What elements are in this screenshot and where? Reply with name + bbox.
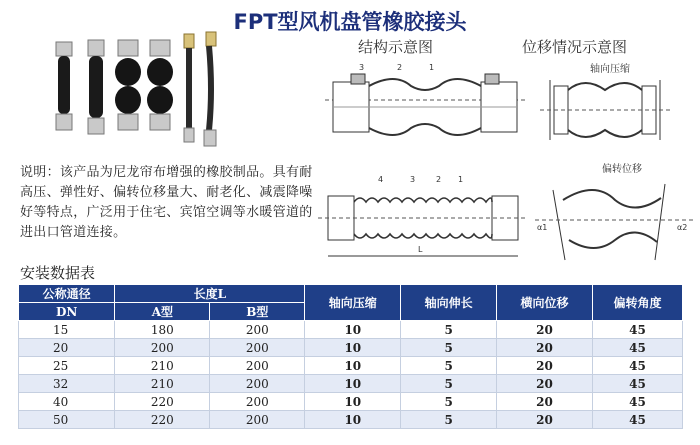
cell-dn: 50 — [19, 411, 115, 429]
cell-b: 200 — [210, 375, 305, 393]
axial-compression-diagram — [540, 60, 670, 150]
header-deflection-angle: 偏转角度 — [592, 285, 682, 321]
connector-6 — [204, 32, 216, 146]
alpha1-label: α1 — [537, 223, 548, 232]
header-dn: 公称通径 — [19, 285, 115, 303]
displacement-caption: 位移情况示意图 — [522, 38, 628, 56]
connector-3 — [115, 40, 141, 130]
cell-a: 220 — [115, 411, 210, 429]
cell-a: 180 — [115, 321, 210, 339]
cell-a: 220 — [115, 393, 210, 411]
cell-comp: 10 — [305, 375, 401, 393]
header-length: 长度L — [115, 285, 305, 303]
cell-ang: 45 — [592, 339, 682, 357]
cell-comp: 10 — [305, 357, 401, 375]
page-title: FPT型风机盘管橡胶接头 — [233, 10, 467, 34]
cell-comp: 10 — [305, 411, 401, 429]
cell-comp: 10 — [305, 339, 401, 357]
part-label-1: 1 — [429, 63, 435, 72]
header-axial-compression: 轴向压缩 — [305, 285, 401, 321]
alpha2-label: α2 — [677, 223, 688, 232]
header-a-type: A型 — [115, 303, 210, 321]
cell-ang: 45 — [592, 375, 682, 393]
header-b-type: B型 — [210, 303, 305, 321]
cell-comp: 10 — [305, 393, 401, 411]
structure-diagram-a — [325, 60, 525, 158]
table-row — [19, 357, 683, 375]
table-row — [19, 411, 683, 429]
cell-b: 200 — [210, 393, 305, 411]
part-label-3b: 3 — [410, 175, 416, 184]
cell-ang: 45 — [592, 393, 682, 411]
cell-ext: 5 — [401, 357, 497, 375]
cell-ext: 5 — [401, 393, 497, 411]
product-description: 说明：该产品为尼龙帘布增强的橡胶制品。具有耐高压、弹性好、偏转位移量大、耐老化、减震降噪好等特点，广泛用于住宅、宾馆空调等水暖管道的进出口管道连接。 — [20, 165, 313, 240]
cell-dn: 32 — [19, 375, 115, 393]
cell-dn: 20 — [19, 339, 115, 357]
installation-data-table — [18, 284, 683, 429]
part-label-3: 3 — [359, 63, 365, 72]
table-row — [19, 375, 683, 393]
structure-diagram-b — [318, 172, 528, 264]
section-title: 安装数据表 — [20, 264, 96, 282]
cell-lat: 20 — [497, 321, 593, 339]
cell-ext: 5 — [401, 321, 497, 339]
header-lateral-displacement: 横向位移 — [497, 285, 593, 321]
part-label-1b: 1 — [458, 175, 464, 184]
cell-lat: 20 — [497, 411, 593, 429]
structure-caption: 结构示意图 — [358, 38, 434, 56]
cell-b: 200 — [210, 411, 305, 429]
cell-b: 200 — [210, 321, 305, 339]
axial-compression-label: 轴向压缩 — [590, 64, 630, 75]
cell-ang: 45 — [592, 411, 682, 429]
cell-b: 200 — [210, 339, 305, 357]
cell-a: 200 — [115, 339, 210, 357]
table-row — [19, 339, 683, 357]
cell-lat: 20 — [497, 393, 593, 411]
cell-ang: 45 — [592, 357, 682, 375]
cell-lat: 20 — [497, 357, 593, 375]
part-label-2b: 2 — [436, 175, 442, 184]
header-dn-sub: DN — [19, 303, 115, 321]
cell-dn: 40 — [19, 393, 115, 411]
cell-b: 200 — [210, 357, 305, 375]
cell-dn: 15 — [19, 321, 115, 339]
product-photo — [52, 30, 244, 150]
header-axial-extension: 轴向伸长 — [401, 285, 497, 321]
cell-ext: 5 — [401, 411, 497, 429]
part-label-4: 4 — [378, 175, 384, 184]
cell-ext: 5 — [401, 375, 497, 393]
deflection-diagram — [535, 160, 695, 270]
cell-ang: 45 — [592, 321, 682, 339]
cell-ext: 5 — [401, 339, 497, 357]
cell-a: 210 — [115, 357, 210, 375]
part-label-2: 2 — [397, 63, 403, 72]
table-row — [19, 321, 683, 339]
deflection-label: 偏转位移 — [602, 164, 642, 175]
cell-comp: 10 — [305, 321, 401, 339]
connector-5 — [184, 34, 194, 142]
connector-4 — [147, 40, 173, 130]
cell-a: 210 — [115, 375, 210, 393]
table-row — [19, 393, 683, 411]
cell-lat: 20 — [497, 375, 593, 393]
cell-lat: 20 — [497, 339, 593, 357]
connector-1 — [56, 42, 72, 130]
cell-dn: 25 — [19, 357, 115, 375]
length-mark: L — [418, 245, 423, 254]
connector-2 — [88, 40, 104, 134]
